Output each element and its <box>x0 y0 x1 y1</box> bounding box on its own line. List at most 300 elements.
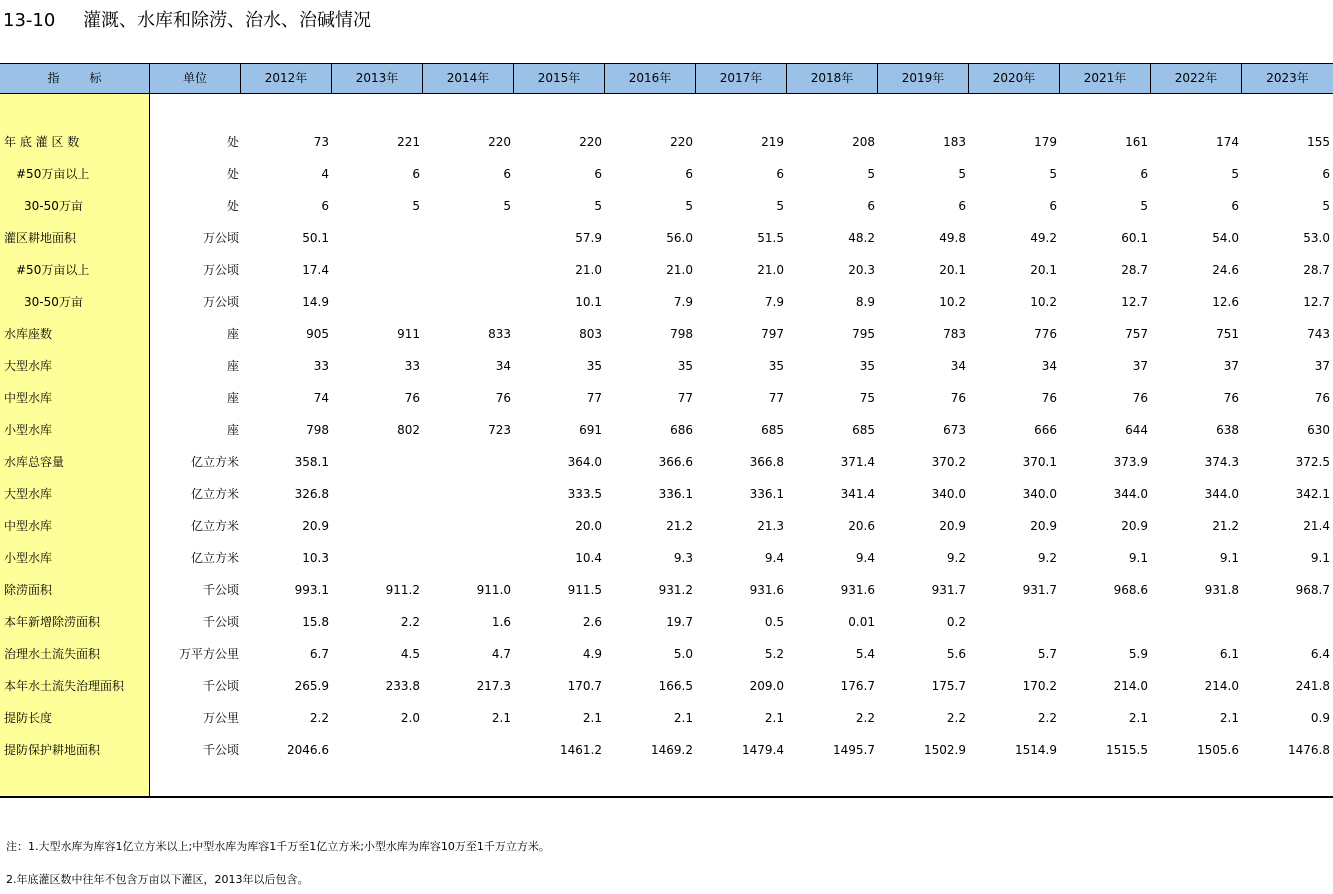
cell-value: 76 <box>1314 391 1330 405</box>
table-row <box>0 222 1333 254</box>
row-unit: 千公顷 <box>202 679 239 693</box>
cell-value: 9.1 <box>1128 551 1148 565</box>
row-unit: 亿立方米 <box>190 551 239 565</box>
row-label: #50万亩以上 <box>16 263 90 277</box>
cell-value: 77 <box>586 391 602 405</box>
cell-value: 10.2 <box>1030 295 1057 309</box>
cell-value: 4.7 <box>491 647 511 661</box>
cell-value: 1502.9 <box>924 743 966 757</box>
cell-value: 1461.2 <box>560 743 602 757</box>
cell-value: 54.0 <box>1212 231 1239 245</box>
table-row <box>0 670 1333 702</box>
cell-value: 6 <box>1231 199 1239 213</box>
cell-value: 340.0 <box>931 487 966 501</box>
table-row <box>0 510 1333 542</box>
cell-value: 10.4 <box>575 551 602 565</box>
cell-value: 174 <box>1216 135 1239 149</box>
cell-value: 2046.6 <box>287 743 329 757</box>
table-row <box>0 638 1333 670</box>
header-year: 2015年 <box>514 64 605 93</box>
cell-value: 28.7 <box>1303 263 1330 277</box>
cell-value: 217.3 <box>476 679 511 693</box>
row-label: 大型水库 <box>4 359 53 373</box>
row-unit: 万公里 <box>202 711 239 725</box>
row-unit: 处 <box>226 167 239 181</box>
cell-value: 5 <box>594 199 602 213</box>
cell-value: 241.8 <box>1295 679 1330 693</box>
cell-value: 9.4 <box>855 551 875 565</box>
cell-value: 340.0 <box>1022 487 1057 501</box>
cell-value: 73 <box>313 135 329 149</box>
cell-value: 374.3 <box>1204 455 1239 469</box>
cell-value: 366.8 <box>749 455 784 469</box>
cell-value: 6 <box>503 167 511 181</box>
cell-value: 4.5 <box>400 647 420 661</box>
row-label: #50万亩以上 <box>16 167 90 181</box>
cell-value: 6 <box>594 167 602 181</box>
header-year: 2014年 <box>423 64 514 93</box>
cell-value: 12.7 <box>1303 295 1330 309</box>
row-label: 提防保护耕地面积 <box>4 743 101 757</box>
cell-value: 265.9 <box>294 679 329 693</box>
row-unit: 万公顷 <box>202 263 239 277</box>
cell-value: 1476.8 <box>1288 743 1330 757</box>
cell-value: 19.7 <box>666 615 693 629</box>
cell-value: 372.5 <box>1295 455 1330 469</box>
cell-value: 5.7 <box>1037 647 1057 661</box>
row-label: 30-50万亩 <box>24 199 83 213</box>
row-label: 小型水库 <box>4 423 53 437</box>
row-unit: 千公顷 <box>202 615 239 629</box>
cell-value: 783 <box>943 327 966 341</box>
cell-value: 9.1 <box>1310 551 1330 565</box>
cell-value: 336.1 <box>749 487 784 501</box>
cell-value: 630 <box>1307 423 1330 437</box>
row-label: 水库总容量 <box>4 455 65 469</box>
cell-value: 723 <box>488 423 511 437</box>
cell-value: 155 <box>1307 135 1330 149</box>
cell-value: 6.1 <box>1219 647 1239 661</box>
cell-value: 1495.7 <box>833 743 875 757</box>
cell-value: 37 <box>1314 359 1330 373</box>
bottom-rule <box>0 796 1333 798</box>
cell-value: 12.7 <box>1121 295 1148 309</box>
cell-value: 24.6 <box>1212 263 1239 277</box>
cell-value: 4 <box>321 167 329 181</box>
cell-value: 9.3 <box>673 551 693 565</box>
cell-value: 50.1 <box>302 231 329 245</box>
cell-value: 175.7 <box>931 679 966 693</box>
page-title <box>3 6 371 32</box>
cell-value: 56.0 <box>666 231 693 245</box>
header-year: 2019年 <box>878 64 969 93</box>
cell-value: 51.5 <box>757 231 784 245</box>
cell-value: 2.2 <box>309 711 329 725</box>
cell-value: 342.1 <box>1295 487 1330 501</box>
cell-value: 37 <box>1132 359 1148 373</box>
cell-value: 214.0 <box>1204 679 1239 693</box>
cell-value: 166.5 <box>658 679 693 693</box>
cell-value: 673 <box>943 423 966 437</box>
cell-value: 35 <box>768 359 784 373</box>
cell-value: 0.5 <box>764 615 784 629</box>
cell-value: 6 <box>776 167 784 181</box>
cell-value: 76 <box>404 391 420 405</box>
cell-value: 76 <box>950 391 966 405</box>
header-unit: 单位 <box>150 64 241 93</box>
cell-value: 751 <box>1216 327 1239 341</box>
cell-value: 35 <box>586 359 602 373</box>
cell-value: 21.4 <box>1303 519 1330 533</box>
cell-value: 34 <box>1041 359 1057 373</box>
cell-value: 757 <box>1125 327 1148 341</box>
cell-value: 358.1 <box>294 455 329 469</box>
cell-value: 57.9 <box>575 231 602 245</box>
table-row <box>0 190 1333 222</box>
header-year: 2022年 <box>1151 64 1242 93</box>
row-label: 小型水库 <box>4 551 53 565</box>
cell-value: 20.9 <box>1121 519 1148 533</box>
cell-value: 7.9 <box>764 295 784 309</box>
cell-value: 20.1 <box>1030 263 1057 277</box>
cell-value: 9.2 <box>946 551 966 565</box>
cell-value: 5.6 <box>946 647 966 661</box>
row-label: 除涝面积 <box>4 583 53 597</box>
cell-value: 20.9 <box>302 519 329 533</box>
row-label: 年 底 灌 区 数 <box>4 135 80 149</box>
cell-value: 77 <box>677 391 693 405</box>
cell-value: 2.2 <box>1037 711 1057 725</box>
cell-value: 5 <box>503 199 511 213</box>
cell-value: 5 <box>1049 167 1057 181</box>
cell-value: 2.1 <box>1219 711 1239 725</box>
cell-value: 5 <box>685 199 693 213</box>
cell-value: 1.6 <box>491 615 511 629</box>
cell-value: 6 <box>1322 167 1330 181</box>
cell-value: 931.2 <box>658 583 693 597</box>
table-row <box>0 702 1333 734</box>
cell-value: 6 <box>958 199 966 213</box>
cell-value: 6 <box>321 199 329 213</box>
row-label: 灌区耕地面积 <box>4 231 77 245</box>
cell-value: 21.2 <box>666 519 693 533</box>
cell-value: 75 <box>859 391 875 405</box>
cell-value: 2.1 <box>1128 711 1148 725</box>
cell-value: 1515.5 <box>1106 743 1148 757</box>
cell-value: 208 <box>852 135 875 149</box>
cell-value: 20.1 <box>939 263 966 277</box>
cell-value: 6 <box>867 199 875 213</box>
cell-value: 5.2 <box>764 647 784 661</box>
cell-value: 6.7 <box>309 647 329 661</box>
cell-value: 214.0 <box>1113 679 1148 693</box>
cell-value: 798 <box>306 423 329 437</box>
table-row <box>0 126 1333 158</box>
cell-value: 931.7 <box>1022 583 1057 597</box>
header-year: 2016年 <box>605 64 696 93</box>
row-unit: 亿立方米 <box>190 455 239 469</box>
header-year: 2018年 <box>787 64 878 93</box>
cell-value: 685 <box>761 423 784 437</box>
cell-value: 370.2 <box>931 455 966 469</box>
cell-value: 10.1 <box>575 295 602 309</box>
cell-value: 209.0 <box>749 679 784 693</box>
cell-value: 76 <box>1223 391 1239 405</box>
cell-value: 12.6 <box>1212 295 1239 309</box>
table-row <box>0 318 1333 350</box>
cell-value: 968.6 <box>1113 583 1148 597</box>
row-unit: 座 <box>226 359 239 373</box>
cell-value: 21.2 <box>1212 519 1239 533</box>
cell-value: 333.5 <box>567 487 602 501</box>
note-1: 注：1.大型水库为库容1亿立方米以上;中型水库为库容1千万至1亿立方米;小型水库为库容10万至1千万立方米。 <box>6 840 550 853</box>
table-number: 13-10 <box>3 10 56 31</box>
cell-value: 10.3 <box>302 551 329 565</box>
cell-value: 76 <box>1132 391 1148 405</box>
table-row <box>0 414 1333 446</box>
row-label: 水库座数 <box>4 327 53 341</box>
cell-value: 170.2 <box>1022 679 1057 693</box>
cell-value: 9.1 <box>1219 551 1239 565</box>
cell-value: 6 <box>1049 199 1057 213</box>
cell-value: 74 <box>313 391 329 405</box>
cell-value: 5 <box>958 167 966 181</box>
cell-value: 60.1 <box>1121 231 1148 245</box>
row-label: 30-50万亩 <box>24 295 83 309</box>
cell-value: 833 <box>488 327 511 341</box>
cell-value: 233.8 <box>385 679 420 693</box>
table-row <box>0 574 1333 606</box>
cell-value: 2.1 <box>673 711 693 725</box>
cell-value: 6.4 <box>1310 647 1330 661</box>
cell-value: 77 <box>768 391 784 405</box>
cell-value: 802 <box>397 423 420 437</box>
cell-value: 17.4 <box>302 263 329 277</box>
header-year: 2012年 <box>241 64 332 93</box>
cell-value: 37 <box>1223 359 1239 373</box>
cell-value: 931.6 <box>840 583 875 597</box>
cell-value: 638 <box>1216 423 1239 437</box>
row-unit: 万公顷 <box>202 231 239 245</box>
cell-value: 0.01 <box>848 615 875 629</box>
cell-value: 8.9 <box>855 295 875 309</box>
cell-value: 2.2 <box>400 615 420 629</box>
cell-value: 2.6 <box>582 615 602 629</box>
cell-value: 341.4 <box>840 487 875 501</box>
table-header <box>0 64 1333 94</box>
row-unit: 座 <box>226 423 239 437</box>
cell-value: 21.0 <box>575 263 602 277</box>
row-label: 本年水土流失治理面积 <box>4 679 125 693</box>
table-title: 灌溉、水库和除涝、治水、治碱情况 <box>83 10 371 31</box>
row-unit: 千公顷 <box>202 743 239 757</box>
row-unit: 千公顷 <box>202 583 239 597</box>
table-row <box>0 446 1333 478</box>
row-unit: 万公顷 <box>202 295 239 309</box>
cell-value: 686 <box>670 423 693 437</box>
cell-value: 53.0 <box>1303 231 1330 245</box>
table-row <box>0 542 1333 574</box>
header-year: 2017年 <box>696 64 787 93</box>
cell-value: 776 <box>1034 327 1057 341</box>
cell-value: 49.2 <box>1030 231 1057 245</box>
row-unit: 亿立方米 <box>190 487 239 501</box>
cell-value: 4.9 <box>582 647 602 661</box>
cell-value: 20.9 <box>939 519 966 533</box>
cell-value: 14.9 <box>302 295 329 309</box>
cell-value: 931.8 <box>1204 583 1239 597</box>
cell-value: 968.7 <box>1295 583 1330 597</box>
header-year: 2020年 <box>969 64 1060 93</box>
cell-value: 170.7 <box>567 679 602 693</box>
header-indicator-char: 标 <box>89 71 102 85</box>
cell-value: 2.0 <box>400 711 420 725</box>
cell-value: 366.6 <box>658 455 693 469</box>
row-unit: 万平方公里 <box>178 647 239 661</box>
header-year: 2013年 <box>332 64 423 93</box>
cell-value: 2.2 <box>946 711 966 725</box>
cell-value: 21.0 <box>757 263 784 277</box>
cell-value: 5.0 <box>673 647 693 661</box>
cell-value: 644 <box>1125 423 1148 437</box>
cell-value: 911.0 <box>476 583 511 597</box>
cell-value: 344.0 <box>1204 487 1239 501</box>
cell-value: 21.3 <box>757 519 784 533</box>
cell-value: 2.1 <box>491 711 511 725</box>
cell-value: 666 <box>1034 423 1057 437</box>
header-indicator <box>0 64 150 93</box>
row-label: 本年新增除涝面积 <box>4 615 101 629</box>
cell-value: 5 <box>1140 199 1148 213</box>
note-2: 2.年底灌区数中往年不包含万亩以下灌区，2013年以后包含。 <box>6 873 309 886</box>
cell-value: 2.1 <box>582 711 602 725</box>
cell-value: 179 <box>1034 135 1057 149</box>
header-year: 2021年 <box>1060 64 1151 93</box>
cell-value: 33 <box>313 359 329 373</box>
cell-value: 326.8 <box>294 487 329 501</box>
row-unit: 处 <box>226 135 239 149</box>
cell-value: 10.2 <box>939 295 966 309</box>
cell-value: 5 <box>1231 167 1239 181</box>
cell-value: 220 <box>579 135 602 149</box>
cell-value: 220 <box>488 135 511 149</box>
header-indicator-char: 指 <box>47 71 60 85</box>
cell-value: 34 <box>495 359 511 373</box>
cell-value: 6 <box>412 167 420 181</box>
cell-value: 5 <box>867 167 875 181</box>
cell-value: 161 <box>1125 135 1148 149</box>
header-year: 2023年 <box>1266 71 1309 85</box>
cell-value: 336.1 <box>658 487 693 501</box>
row-label: 中型水库 <box>4 519 53 533</box>
cell-value: 9.4 <box>764 551 784 565</box>
cell-value: 0.9 <box>1310 711 1330 725</box>
cell-value: 176.7 <box>840 679 875 693</box>
cell-value: 183 <box>943 135 966 149</box>
cell-value: 5.9 <box>1128 647 1148 661</box>
cell-value: 795 <box>852 327 875 341</box>
cell-value: 6 <box>1140 167 1148 181</box>
row-label: 提防长度 <box>4 711 53 725</box>
cell-value: 911.2 <box>385 583 420 597</box>
cell-value: 35 <box>859 359 875 373</box>
cell-value: 2.1 <box>764 711 784 725</box>
cell-value: 5 <box>412 199 420 213</box>
row-label: 中型水库 <box>4 391 53 405</box>
row-unit: 座 <box>226 391 239 405</box>
cell-value: 743 <box>1307 327 1330 341</box>
cell-value: 28.7 <box>1121 263 1148 277</box>
table-row <box>0 382 1333 414</box>
table-row <box>0 158 1333 190</box>
cell-value: 911 <box>397 327 420 341</box>
cell-value: 7.9 <box>673 295 693 309</box>
cell-value: 0.2 <box>946 615 966 629</box>
cell-value: 34 <box>950 359 966 373</box>
cell-value: 20.9 <box>1030 519 1057 533</box>
cell-value: 5 <box>776 199 784 213</box>
cell-value: 797 <box>761 327 784 341</box>
cell-value: 20.0 <box>575 519 602 533</box>
cell-value: 5 <box>1322 199 1330 213</box>
cell-value: 33 <box>404 359 420 373</box>
cell-value: 1505.6 <box>1197 743 1239 757</box>
cell-value: 1469.2 <box>651 743 693 757</box>
table-row <box>0 734 1333 766</box>
cell-value: 931.7 <box>931 583 966 597</box>
cell-value: 2.2 <box>855 711 875 725</box>
row-unit: 亿立方米 <box>190 519 239 533</box>
cell-value: 48.2 <box>848 231 875 245</box>
cell-value: 911.5 <box>567 583 602 597</box>
table-row <box>0 350 1333 382</box>
cell-value: 35 <box>677 359 693 373</box>
cell-value: 931.6 <box>749 583 784 597</box>
cell-value: 803 <box>579 327 602 341</box>
table-row <box>0 478 1333 510</box>
cell-value: 20.3 <box>848 263 875 277</box>
row-label: 大型水库 <box>4 487 53 501</box>
cell-value: 905 <box>306 327 329 341</box>
cell-value: 373.9 <box>1113 455 1148 469</box>
row-unit: 处 <box>226 199 239 213</box>
table-row <box>0 254 1333 286</box>
cell-value: 9.2 <box>1037 551 1057 565</box>
cell-value: 993.1 <box>294 583 329 597</box>
cell-value: 20.6 <box>848 519 875 533</box>
cell-value: 219 <box>761 135 784 149</box>
cell-value: 370.1 <box>1022 455 1057 469</box>
cell-value: 221 <box>397 135 420 149</box>
cell-value: 49.8 <box>939 231 966 245</box>
cell-value: 76 <box>495 391 511 405</box>
cell-value: 21.0 <box>666 263 693 277</box>
cell-value: 6 <box>685 167 693 181</box>
cell-value: 798 <box>670 327 693 341</box>
row-unit: 座 <box>226 327 239 341</box>
cell-value: 371.4 <box>840 455 875 469</box>
cell-value: 691 <box>579 423 602 437</box>
cell-value: 1514.9 <box>1015 743 1057 757</box>
cell-value: 5.4 <box>855 647 875 661</box>
cell-value: 344.0 <box>1113 487 1148 501</box>
cell-value: 1479.4 <box>742 743 784 757</box>
cell-value: 364.0 <box>567 455 602 469</box>
cell-value: 220 <box>670 135 693 149</box>
table-row <box>0 606 1333 638</box>
table-row <box>0 286 1333 318</box>
cell-value: 15.8 <box>302 615 329 629</box>
